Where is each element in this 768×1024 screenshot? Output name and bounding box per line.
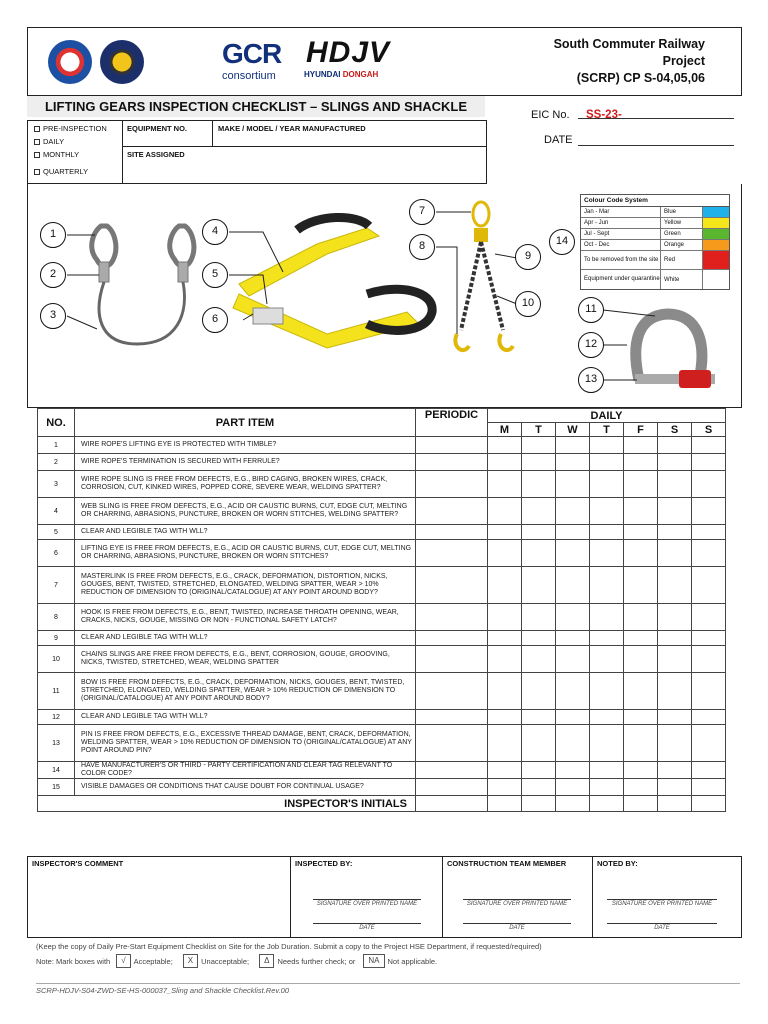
periodic-check-cell[interactable] xyxy=(416,631,488,646)
web-sling-illustration xyxy=(233,217,432,348)
daily-check-cell[interactable] xyxy=(590,725,624,762)
shackle-illustration xyxy=(635,314,715,388)
hdjv-logo: HDJV xyxy=(306,36,391,69)
daily-check-cell[interactable] xyxy=(522,710,556,725)
checkbox-label: MONTHLY xyxy=(43,150,80,159)
table-row xyxy=(38,631,726,646)
freq-monthly[interactable] xyxy=(34,150,79,159)
form-title: LIFTING GEARS INSPECTION CHECKLIST – SLINGS AND SHACKLE xyxy=(27,96,485,117)
footer-divider xyxy=(36,983,740,984)
gcr-logo: GCR xyxy=(222,38,282,69)
freq-pre-inspection[interactable] xyxy=(34,124,107,133)
inspector-initials-label: INSPECTOR'S INITIALS xyxy=(38,796,416,812)
periodic-check-cell[interactable] xyxy=(416,604,488,631)
marking-legend xyxy=(36,954,437,968)
daily-check-cell[interactable] xyxy=(556,540,590,567)
daily-check-cell[interactable] xyxy=(556,437,590,454)
table-row xyxy=(38,762,726,779)
table-row xyxy=(38,725,726,762)
colour-code-row xyxy=(581,218,729,229)
daily-check-cell[interactable] xyxy=(624,471,658,498)
periodic-check-cell[interactable] xyxy=(416,437,488,454)
noted-by-cell[interactable] xyxy=(593,857,743,937)
periodic-check-cell[interactable] xyxy=(416,762,488,779)
part-item-text: PIN IS FREE FROM DEFECTS, E.G., EXCESSIVE THREAD DAMAGE, BENT, CRACK, DEFORMATION, WELDING SPATTER, WEAR > 10% REDUCTION OF DIMENSION TO (ORIGINAL/CATALOGUE) AT ANY POINT AROUND PIN? xyxy=(75,725,416,762)
callout-14: 14 xyxy=(549,229,575,255)
daily-check-cell[interactable] xyxy=(658,631,692,646)
initials-cell[interactable] xyxy=(416,796,488,812)
period: Apr - Jun xyxy=(581,218,661,228)
initials-cell[interactable] xyxy=(488,796,522,812)
signature-line: SIGNATURE OVER PRINTED NAME xyxy=(607,899,717,907)
dongah-logo-text: DONGAH xyxy=(342,70,379,79)
daily-check-cell[interactable] xyxy=(624,498,658,525)
period: Jul - Sept xyxy=(581,229,661,239)
daily-check-cell[interactable] xyxy=(556,454,590,471)
equipment-no-label: EQUIPMENT NO. xyxy=(127,124,188,133)
colour-swatch xyxy=(703,218,729,228)
daily-check-cell[interactable] xyxy=(590,567,624,604)
daily-check-cell[interactable] xyxy=(658,725,692,762)
colour-code-row xyxy=(581,270,729,289)
periodic-check-cell[interactable] xyxy=(416,498,488,525)
day-header-sat: S xyxy=(658,423,692,437)
daily-check-cell[interactable] xyxy=(522,604,556,631)
daily-check-cell[interactable] xyxy=(556,725,590,762)
part-item-text: LIFTING EYE IS FREE FROM DEFECTS, E.G., ACID OR CAUSTIC BURNS, CUT, EDGE CUT, MELTING OR CHARRING, ABRASIONS, PUNCTURE, BROKEN OR WORN STITCHES? xyxy=(75,540,416,567)
callout-7: 7 xyxy=(409,199,435,225)
daily-check-cell[interactable] xyxy=(556,673,590,710)
periodic-check-cell[interactable] xyxy=(416,567,488,604)
daily-check-cell[interactable] xyxy=(590,437,624,454)
colour-name: Blue xyxy=(661,207,703,217)
callout-3: 3 xyxy=(40,303,66,329)
colour-swatch xyxy=(703,270,729,289)
noted-by-label: NOTED BY: xyxy=(597,859,638,868)
dotr-seal-logo xyxy=(48,40,92,84)
colour-swatch xyxy=(703,240,729,250)
colour-code-title: Colour Code System xyxy=(581,195,729,207)
periodic-header: PERIODIC xyxy=(416,409,488,437)
daily-check-cell[interactable] xyxy=(556,525,590,540)
colour-name: Red xyxy=(661,251,703,269)
item-number: 11 xyxy=(38,673,75,710)
daily-check-cell[interactable] xyxy=(556,762,590,779)
callout-6: 6 xyxy=(202,307,228,333)
check-mark-icon: √ xyxy=(116,954,130,968)
part-item-text: CLEAR AND LEGIBLE TAG WITH WLL? xyxy=(75,525,416,540)
daily-check-cell[interactable] xyxy=(590,525,624,540)
daily-check-cell[interactable] xyxy=(692,540,726,567)
date-line: DATE xyxy=(463,923,571,931)
legend-further-check: Needs further check; or xyxy=(277,956,356,966)
colour-code-row xyxy=(581,251,729,270)
project-line-2: (SCRP) CP S-04,05,06 xyxy=(576,71,705,85)
project-title xyxy=(501,28,741,95)
daily-check-cell[interactable] xyxy=(590,604,624,631)
day-header-fri: F xyxy=(624,423,658,437)
checkbox-label: PRE-INSPECTION xyxy=(43,124,107,133)
daily-check-cell[interactable] xyxy=(488,710,522,725)
checkbox[interactable] xyxy=(34,126,40,132)
eic-field[interactable] xyxy=(578,105,734,119)
daily-check-cell[interactable] xyxy=(488,540,522,567)
daily-check-cell[interactable] xyxy=(556,779,590,796)
daily-check-cell[interactable] xyxy=(522,567,556,604)
daily-check-cell[interactable] xyxy=(692,646,726,673)
equipment-info-block xyxy=(27,120,487,184)
daily-check-cell[interactable] xyxy=(488,498,522,525)
item-number: 7 xyxy=(38,567,75,604)
periodic-check-cell[interactable] xyxy=(416,646,488,673)
table-row xyxy=(38,710,726,725)
daily-check-cell[interactable] xyxy=(692,710,726,725)
daily-check-cell[interactable] xyxy=(556,471,590,498)
colour-swatch xyxy=(703,229,729,239)
daily-check-cell[interactable] xyxy=(692,454,726,471)
table-row xyxy=(38,779,726,796)
colour-swatch xyxy=(703,207,729,217)
pnr-seal-logo xyxy=(100,40,144,84)
na-mark-icon: NA xyxy=(363,954,384,968)
hdjv-partners xyxy=(304,70,378,79)
daily-check-cell[interactable] xyxy=(590,673,624,710)
initials-cell[interactable] xyxy=(658,796,692,812)
inspector-comment-label: INSPECTOR'S COMMENT xyxy=(32,859,124,868)
part-item-text: WIRE ROPE'S TERMINATION IS SECURED WITH FERRULE? xyxy=(75,454,416,471)
divider xyxy=(122,146,486,147)
daily-check-cell[interactable] xyxy=(624,604,658,631)
day-header-sun: S xyxy=(692,423,726,437)
date-line: DATE xyxy=(607,923,717,931)
initials-cell[interactable] xyxy=(590,796,624,812)
item-number: 13 xyxy=(38,725,75,762)
date-field[interactable] xyxy=(578,132,734,146)
daily-check-cell[interactable] xyxy=(556,604,590,631)
daily-check-cell[interactable] xyxy=(590,498,624,525)
daily-check-cell[interactable] xyxy=(488,437,522,454)
part-item-text: CLEAR AND LEGIBLE TAG WITH WLL? xyxy=(75,631,416,646)
daily-check-cell[interactable] xyxy=(556,631,590,646)
callout-2: 2 xyxy=(40,262,66,288)
callout-9: 9 xyxy=(515,244,541,270)
table-row xyxy=(38,673,726,710)
colour-name: Orange xyxy=(661,240,703,250)
daily-check-cell[interactable] xyxy=(488,673,522,710)
day-header-thu: T xyxy=(590,423,624,437)
initials-cell[interactable] xyxy=(556,796,590,812)
daily-check-cell[interactable] xyxy=(590,540,624,567)
daily-header: DAILY xyxy=(488,409,726,423)
colour-name: Yellow xyxy=(661,218,703,228)
daily-check-cell[interactable] xyxy=(590,646,624,673)
date-label: DATE xyxy=(544,134,573,146)
daily-check-cell[interactable] xyxy=(590,631,624,646)
freq-quarterly[interactable] xyxy=(34,167,88,176)
make-model-label: MAKE / MODEL / YEAR MANUFACTURED xyxy=(218,124,366,133)
day-header-mon: M xyxy=(488,423,522,437)
legend-not-applicable: Not applicable. xyxy=(387,956,438,966)
daily-check-cell[interactable] xyxy=(488,604,522,631)
daily-check-cell[interactable] xyxy=(624,779,658,796)
colour-swatch xyxy=(703,251,729,269)
callout-1: 1 xyxy=(40,222,66,248)
callout-10: 10 xyxy=(515,291,541,317)
divider xyxy=(212,121,213,146)
daily-check-cell[interactable] xyxy=(522,646,556,673)
daily-check-cell[interactable] xyxy=(658,525,692,540)
table-row xyxy=(38,471,726,498)
daily-check-cell[interactable] xyxy=(624,762,658,779)
daily-check-cell[interactable] xyxy=(590,779,624,796)
daily-check-cell[interactable] xyxy=(692,437,726,454)
daily-check-cell[interactable] xyxy=(692,631,726,646)
legend-acceptable: Acceptable; xyxy=(133,956,173,966)
daily-check-cell[interactable] xyxy=(658,437,692,454)
day-header-tue: T xyxy=(522,423,556,437)
colour-name: White xyxy=(661,270,703,289)
daily-check-cell[interactable] xyxy=(522,725,556,762)
construction-team-label: CONSTRUCTION TEAM MEMBER xyxy=(447,859,567,868)
chain-sling-illustration xyxy=(455,202,513,350)
initials-cell[interactable] xyxy=(624,796,658,812)
table-row xyxy=(38,437,726,454)
periodic-check-cell[interactable] xyxy=(416,673,488,710)
inspected-by-label: INSPECTED BY: xyxy=(295,859,353,868)
daily-check-cell[interactable] xyxy=(522,779,556,796)
daily-check-cell[interactable] xyxy=(522,437,556,454)
table-row xyxy=(38,604,726,631)
daily-check-cell[interactable] xyxy=(522,631,556,646)
initials-cell[interactable] xyxy=(692,796,726,812)
signatures-block xyxy=(27,856,742,938)
item-number: 3 xyxy=(38,471,75,498)
daily-check-cell[interactable] xyxy=(488,471,522,498)
wire-rope-sling-illustration xyxy=(92,226,194,344)
freq-daily[interactable] xyxy=(34,137,64,146)
hyundai-logo-text: HYUNDAI xyxy=(304,70,341,79)
checklist-table xyxy=(37,408,726,812)
daily-check-cell[interactable] xyxy=(624,454,658,471)
daily-check-cell[interactable] xyxy=(488,762,522,779)
date-line: DATE xyxy=(313,923,421,931)
daily-check-cell[interactable] xyxy=(522,673,556,710)
daily-check-cell[interactable] xyxy=(522,471,556,498)
period: Oct - Dec xyxy=(581,240,661,250)
periodic-check-cell[interactable] xyxy=(416,725,488,762)
part-item-text: WEB SLING IS FREE FROM DEFECTS, E.G., ACID OR CAUSTIC BURNS, CUT, EDGE CUT, MELTING OR CHARRING, ABRASIONS, PUNCTURE, BROKEN OR WORN STITCHES, WELDING SPATTER? xyxy=(75,498,416,525)
daily-check-cell[interactable] xyxy=(522,498,556,525)
colour-code-row xyxy=(581,240,729,251)
checkbox[interactable] xyxy=(34,169,40,175)
item-number: 6 xyxy=(38,540,75,567)
period: To be removed from the site xyxy=(581,251,661,269)
daily-check-cell[interactable] xyxy=(488,631,522,646)
daily-check-cell[interactable] xyxy=(658,454,692,471)
daily-check-cell[interactable] xyxy=(590,471,624,498)
daily-check-cell[interactable] xyxy=(590,762,624,779)
daily-check-cell[interactable] xyxy=(624,725,658,762)
daily-check-cell[interactable] xyxy=(488,725,522,762)
colour-name: Green xyxy=(661,229,703,239)
legend-unacceptable: Unacceptable; xyxy=(201,956,250,966)
daily-check-cell[interactable] xyxy=(692,762,726,779)
site-assigned-label: SITE ASSIGNED xyxy=(127,150,185,159)
table-row xyxy=(38,567,726,604)
daily-check-cell[interactable] xyxy=(658,710,692,725)
periodic-check-cell[interactable] xyxy=(416,471,488,498)
daily-check-cell[interactable] xyxy=(692,673,726,710)
daily-check-cell[interactable] xyxy=(488,567,522,604)
initials-cell[interactable] xyxy=(522,796,556,812)
periodic-check-cell[interactable] xyxy=(416,454,488,471)
part-item-text: BOW IS FREE FROM DEFECTS, E.G., CRACK, DEFORMATION, NICKS, GOUGES, BENT, TWISTED, STRETCHED, ELONGATED, WELDING SPATTER, WEAR > 10% REDUCTION OF DIMENSION TO (ORIGINAL/CATALOGUE) AT ANY POINT AROUND BODY? xyxy=(75,673,416,710)
document-reference: SCRP-HDJV-S04-ZWD-SE-HS-000037_Sling and Shackle Checklist.Rev.00 xyxy=(36,986,290,995)
daily-check-cell[interactable] xyxy=(590,710,624,725)
daily-check-cell[interactable] xyxy=(692,779,726,796)
table-row xyxy=(38,525,726,540)
divider xyxy=(122,121,123,183)
checkbox[interactable] xyxy=(34,152,40,158)
daily-check-cell[interactable] xyxy=(692,525,726,540)
daily-check-cell[interactable] xyxy=(522,454,556,471)
daily-check-cell[interactable] xyxy=(556,498,590,525)
item-number: 10 xyxy=(38,646,75,673)
daily-check-cell[interactable] xyxy=(692,604,726,631)
callout-5: 5 xyxy=(202,262,228,288)
item-number: 12 xyxy=(38,710,75,725)
daily-check-cell[interactable] xyxy=(692,471,726,498)
table-row xyxy=(38,540,726,567)
delta-mark-icon: Δ xyxy=(259,954,274,968)
daily-check-cell[interactable] xyxy=(624,437,658,454)
daily-check-cell[interactable] xyxy=(658,646,692,673)
daily-check-cell[interactable] xyxy=(624,646,658,673)
callout-13: 13 xyxy=(578,367,604,393)
daily-check-cell[interactable] xyxy=(658,604,692,631)
daily-check-cell[interactable] xyxy=(658,762,692,779)
periodic-check-cell[interactable] xyxy=(416,540,488,567)
part-item-text: CLEAR AND LEGIBLE TAG WITH WLL? xyxy=(75,710,416,725)
periodic-check-cell[interactable] xyxy=(416,525,488,540)
item-number: 2 xyxy=(38,454,75,471)
daily-check-cell[interactable] xyxy=(658,540,692,567)
daily-check-cell[interactable] xyxy=(692,498,726,525)
daily-check-cell[interactable] xyxy=(556,567,590,604)
daily-check-cell[interactable] xyxy=(658,498,692,525)
project-line-1: South Commuter Railway Project xyxy=(553,37,705,68)
daily-check-cell[interactable] xyxy=(488,646,522,673)
day-header-wed: W xyxy=(556,423,590,437)
checkbox[interactable] xyxy=(34,139,40,145)
daily-check-cell[interactable] xyxy=(658,567,692,604)
eic-value: SS-23- xyxy=(586,109,622,121)
retention-note: (Keep the copy of Daily Pre-Start Equipment Checklist on Site for the Job Duration. Submit a copy to the Project HSE Department, if requested/required) xyxy=(36,942,542,951)
daily-check-cell[interactable] xyxy=(488,454,522,471)
legend-prefix: Note: Mark boxes with xyxy=(36,956,111,966)
callout-12: 12 xyxy=(578,332,604,358)
part-item-text: HOOK IS FREE FROM DEFECTS, E.G., BENT, TWISTED, INCREASE THROATH OPENING, WEAR, CRACKS, NICKS, GOUGE, MISSING OR NON - FUNCTIONAL SAFETY LATCH? xyxy=(75,604,416,631)
colour-code-table xyxy=(580,194,730,290)
part-item-text: MASTERLINK IS FREE FROM DEFECTS, E.G., CRACK, DEFORMATION, DISTORTION, NICKS, GOUGES, BENT, TWISTED, STRETCHED, ELONGATED, WELDING SPATTER, WEAR > 10% REDUCTION OF DIMENSION TO (ORIGINAL/CATALOGUE) AT ANY POINT AROUND BODY? xyxy=(75,567,416,604)
daily-check-cell[interactable] xyxy=(522,525,556,540)
daily-check-cell[interactable] xyxy=(556,710,590,725)
inspector-comment-cell[interactable] xyxy=(28,857,291,937)
daily-check-cell[interactable] xyxy=(624,631,658,646)
daily-check-cell[interactable] xyxy=(522,762,556,779)
signature-line: SIGNATURE OVER PRINTED NAME xyxy=(313,899,421,907)
daily-check-cell[interactable] xyxy=(624,710,658,725)
daily-check-cell[interactable] xyxy=(624,525,658,540)
part-item-text: WIRE ROPE'S LIFTING EYE IS PROTECTED WITH TIMBLE? xyxy=(75,437,416,454)
item-number: 4 xyxy=(38,498,75,525)
item-number: 1 xyxy=(38,437,75,454)
gcr-logo-subtext: consortium xyxy=(222,70,276,82)
item-number: 15 xyxy=(38,779,75,796)
periodic-check-cell[interactable] xyxy=(416,710,488,725)
item-number: 5 xyxy=(38,525,75,540)
daily-check-cell[interactable] xyxy=(624,540,658,567)
eic-label: EIC No. xyxy=(531,109,570,121)
callout-4: 4 xyxy=(202,219,228,245)
construction-team-cell[interactable] xyxy=(443,857,593,937)
item-number: 14 xyxy=(38,762,75,779)
colour-code-row xyxy=(581,207,729,218)
checkbox-label: DAILY xyxy=(43,137,65,146)
daily-check-cell[interactable] xyxy=(658,779,692,796)
daily-check-cell[interactable] xyxy=(488,779,522,796)
daily-check-cell[interactable] xyxy=(658,673,692,710)
daily-check-cell[interactable] xyxy=(522,540,556,567)
daily-check-cell[interactable] xyxy=(658,471,692,498)
part-item-text: CHAINS SLINGS ARE FREE FROM DEFECTS, E.G., BENT, CORROSION, GOUGE, GROOVING, NICKS, TWISTED, STRETCHED, WEAR, WELDING SPATTER xyxy=(75,646,416,673)
part-item-text: WIRE ROPE SLING IS FREE FROM DEFECTS, E.G., BIRD CAGING, BROKEN WIRES, CRACK, CORROSION, CUT, KINKED WIRES, POPPED CORE, SEVERE WEAR, WELDING SPATTER? xyxy=(75,471,416,498)
daily-check-cell[interactable] xyxy=(488,525,522,540)
checkbox-label: QUARTERLY xyxy=(43,167,89,176)
daily-check-cell[interactable] xyxy=(590,454,624,471)
colour-code-row xyxy=(581,229,729,240)
periodic-check-cell[interactable] xyxy=(416,779,488,796)
callout-11: 11 xyxy=(578,297,604,323)
daily-check-cell[interactable] xyxy=(624,673,658,710)
daily-check-cell[interactable] xyxy=(556,646,590,673)
daily-check-cell[interactable] xyxy=(692,567,726,604)
part-item-text: VISIBLE DAMAGES OR CONDITIONS THAT CAUSE DOUBT FOR CONTINUAL USAGE? xyxy=(75,779,416,796)
no-header: NO. xyxy=(38,409,75,437)
x-mark-icon: X xyxy=(183,954,198,968)
signature-line: SIGNATURE OVER PRINTED NAME xyxy=(463,899,571,907)
daily-check-cell[interactable] xyxy=(692,725,726,762)
part-item-text: HAVE MANUFACTURER'S OR THIRD - PARTY CERTIFICATION AND CLEAR TAG RELEVANT TO COLOR CODE? xyxy=(75,762,416,779)
table-row xyxy=(38,454,726,471)
item-number: 9 xyxy=(38,631,75,646)
inspected-by-cell[interactable] xyxy=(291,857,443,937)
item-number: 8 xyxy=(38,604,75,631)
period: Jan - Mar xyxy=(581,207,661,217)
table-row xyxy=(38,498,726,525)
part-item-header: PART ITEM xyxy=(75,409,416,437)
daily-check-cell[interactable] xyxy=(624,567,658,604)
table-row xyxy=(38,646,726,673)
period: Equipment under quarantine xyxy=(581,270,661,289)
document-header xyxy=(27,27,742,96)
callout-8: 8 xyxy=(409,234,435,260)
